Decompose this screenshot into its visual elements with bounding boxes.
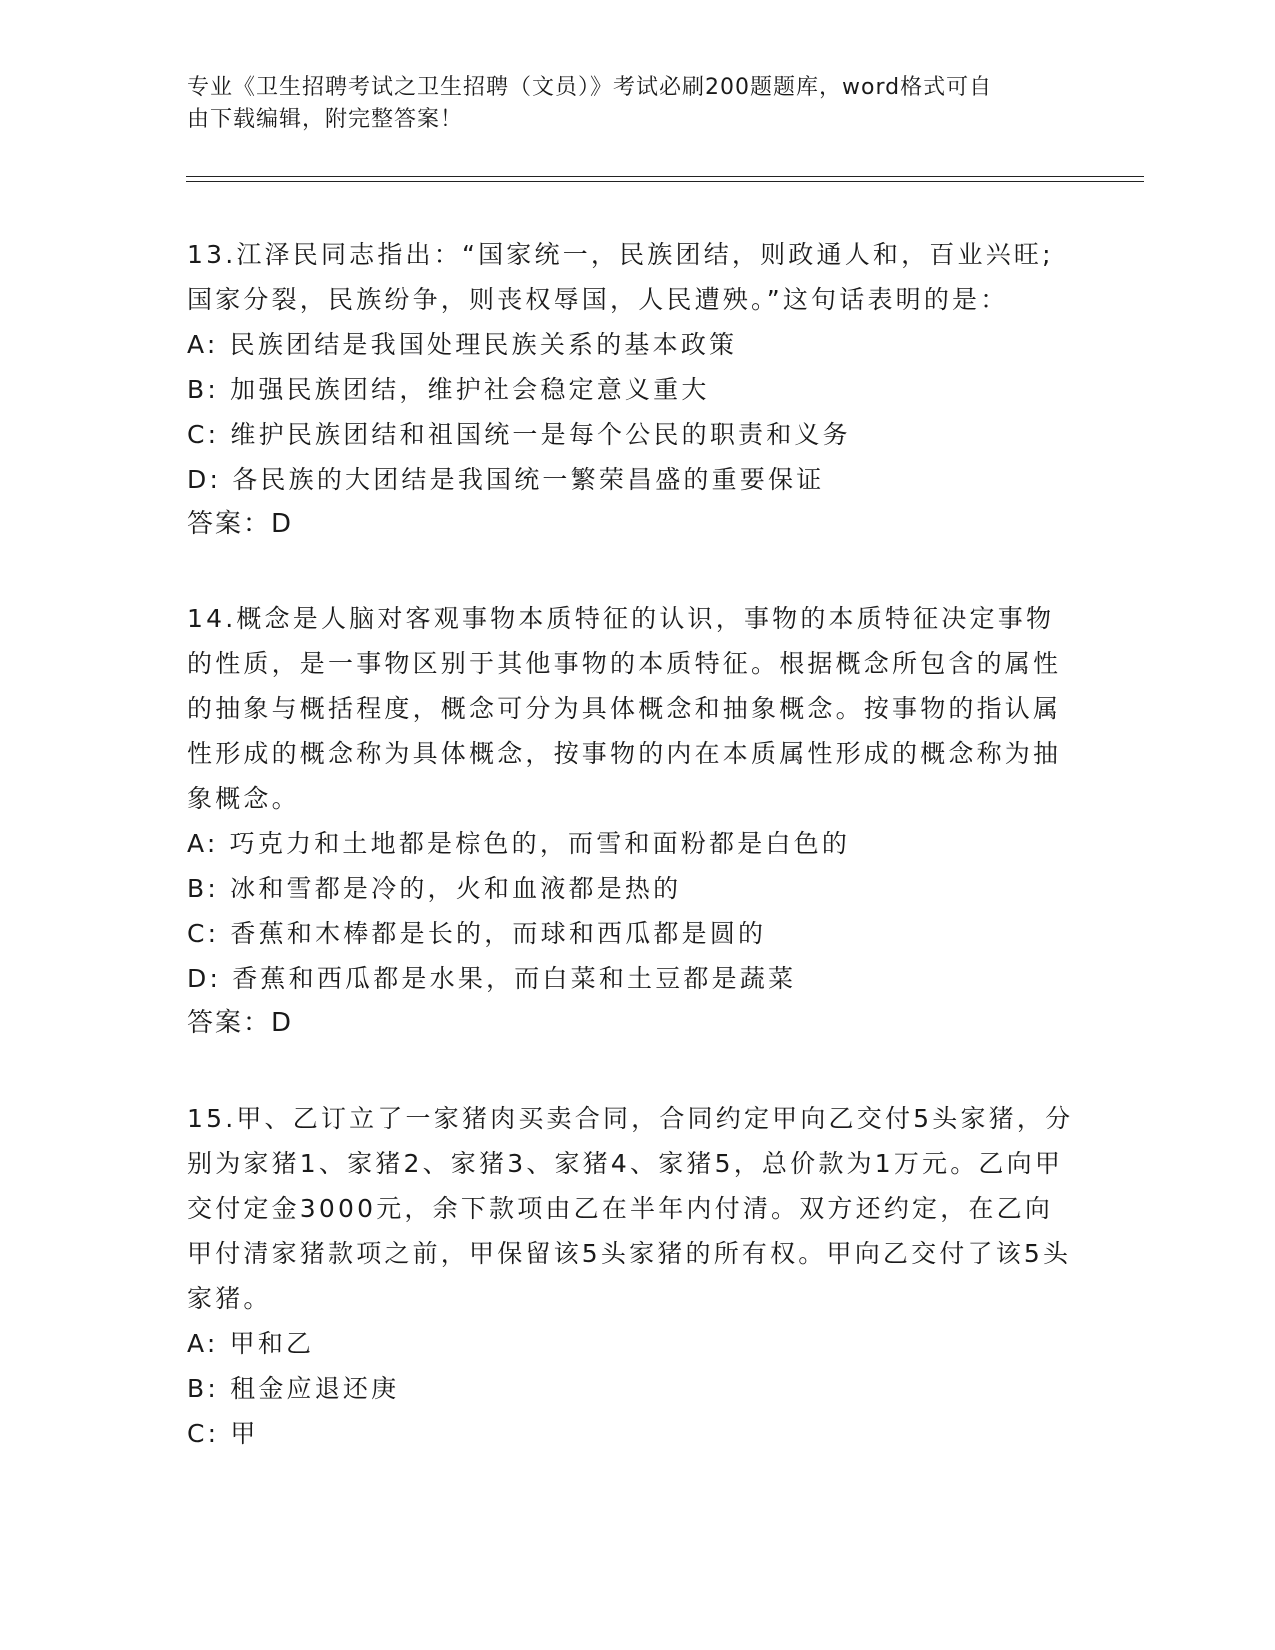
header-divider-bottom: [186, 181, 1144, 182]
question-15: [187, 1096, 1077, 1456]
answer-line: 答案：D: [187, 1008, 294, 1038]
option-c: C: 甲: [187, 1419, 259, 1448]
question-stem: 14.概念是人脑对客观事物本质特征的认识，事物的本质特征决定事物的性质，是一事物区别于其他事物的本质特征。根据概念所包含的属性的抽象与概括程度，概念可分为具体概念和抽象概念。按事物的指认属性形成的概念称为具体概念，按事物的内在本质属性形成的概念称为抽象概念。: [187, 604, 1062, 813]
option-b: B: 冰和雪都是冷的，火和血液都是热的: [187, 874, 682, 903]
question-stem: 13.江泽民同志指出：“国家统一，民族团结，则政通人和，百业兴旺;国家分裂，民族纷争，则丧权辱国，人民遭殃。”这句话表明的是：: [187, 240, 1054, 314]
question-13: [187, 232, 1077, 547]
document-header: [187, 72, 1067, 136]
option-b: B: 租金应退还庚: [187, 1374, 400, 1403]
header-title-line-2: 由下载编辑，附完整答案！: [187, 107, 464, 132]
option-b: B: 加强民族团结，维护社会稳定意义重大: [187, 375, 710, 404]
option-a: A: 民族团结是我国处理民族关系的基本政策: [187, 330, 738, 359]
question-stem: 15.甲、乙订立了一家猪肉买卖合同，合同约定甲向乙交付5头家猪，分别为家猪1、家猪2、家猪3、家猪4、家猪5，总价款为1万元。乙向甲交付定金3000元，余下款项由乙在半年内付清。双方还约定，在乙向甲付清家猪款项之前，甲保留该5头家猪的所有权。甲向乙交付了该5头家猪。: [187, 1104, 1074, 1313]
option-c: C: 香蕉和木棒都是长的，而球和西瓜都是圆的: [187, 919, 767, 948]
option-a: A: 巧克力和土地都是棕色的，而雪和面粉都是白色的: [187, 829, 851, 858]
option-a: A: 甲和乙: [187, 1329, 315, 1358]
header-divider-top: [186, 176, 1144, 177]
option-d: D: 香蕉和西瓜都是水果，而白菜和土豆都是蔬菜: [187, 964, 797, 993]
option-c: C: 维护民族团结和祖国统一是每个公民的职责和义务: [187, 420, 851, 449]
header-title-line-1: 专业《卫生招聘考试之卫生招聘（文员）》考试必刷200题题库，word格式可自: [187, 75, 993, 100]
option-d: D: 各民族的大团结是我国统一繁荣昌盛的重要保证: [187, 465, 825, 494]
question-14: [187, 596, 1077, 1046]
answer-line: 答案：D: [187, 509, 294, 539]
